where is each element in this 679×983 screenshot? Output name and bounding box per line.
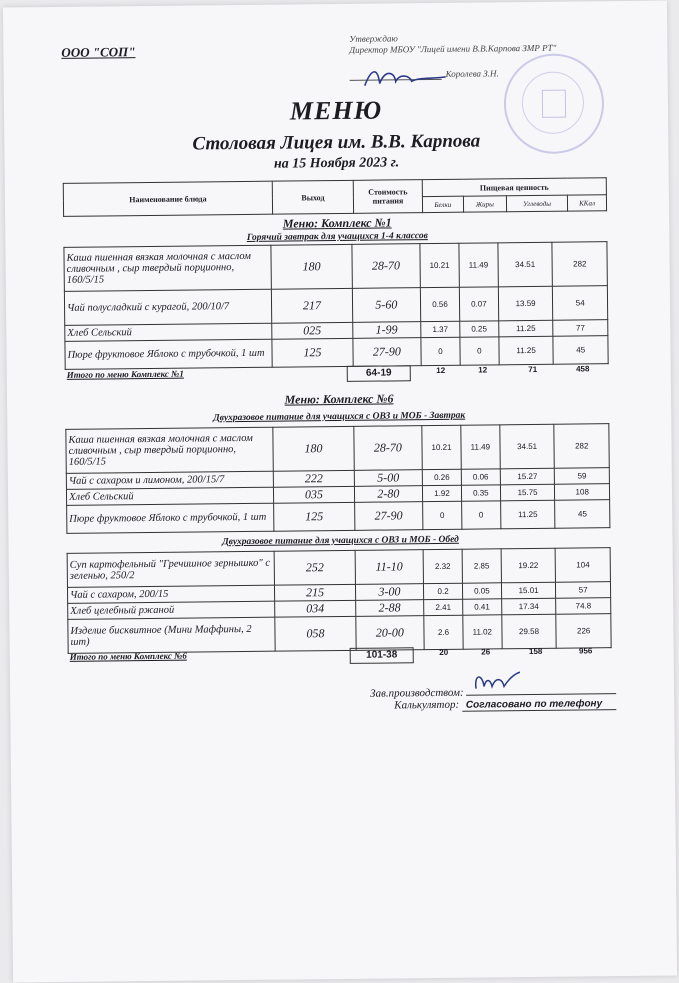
- menu1-title: Меню: Комплекс №1: [282, 215, 392, 231]
- production-label: Зав.производством:: [370, 686, 464, 700]
- col-proteins: Белки: [422, 197, 463, 213]
- menu6-total-label: Итого по меню Комплекс №6: [69, 650, 187, 662]
- menu1-total-kcal: 458: [575, 364, 590, 374]
- dish-proteins: 0.2: [424, 583, 463, 599]
- menu6-lunch-title: Двухразовое питание для учащихся с ОВЗ и МОБ - Обед: [222, 534, 459, 548]
- menu1-table: [63, 241, 608, 370]
- dish-yield: 252: [274, 550, 355, 585]
- dish-yield: 222: [274, 470, 355, 487]
- dish-proteins: 0.56: [420, 287, 459, 321]
- dish-fats: 0.05: [462, 583, 501, 599]
- dish-kcal: 45: [555, 500, 610, 529]
- dish-yield: 025: [272, 322, 352, 339]
- dish-carbs: 15.27: [500, 468, 555, 485]
- dish-price: 2-80: [354, 486, 423, 503]
- calculator-value: Согласовано по телефону: [462, 698, 616, 712]
- dish-name: Чай с сахаром и лимоном, 200/15/7: [66, 471, 273, 489]
- dish-proteins: 10.21: [422, 425, 461, 469]
- dish-name: Каша пшенная вязкая молочная с маслом сливочным , сыр твердый порционно, 160/5/15: [66, 427, 274, 473]
- dish-proteins: 0: [423, 501, 462, 529]
- col-nutrition: Пищевая ценность: [422, 178, 606, 197]
- dish-kcal: 74.8: [556, 598, 611, 615]
- menu1-total-proteins: 12: [436, 365, 446, 375]
- dish-fats: 0.35: [461, 485, 500, 501]
- menu-document: [3, 1, 677, 983]
- dish-kcal: 57: [556, 582, 611, 599]
- dish-carbs: 34.51: [500, 424, 555, 469]
- dish-fats: 0: [461, 501, 500, 529]
- dish-carbs: 13.59: [498, 286, 553, 321]
- dish-carbs: 15.75: [500, 484, 555, 501]
- dish-proteins: 2.6: [424, 615, 463, 649]
- col-cost: Стоимость питания: [353, 180, 422, 214]
- production-sign-row: [370, 677, 616, 700]
- menu1-total-fats: 12: [478, 365, 488, 375]
- dish-name: Хлеб целебный ржаной: [68, 601, 276, 619]
- menu6-total-proteins: 20: [439, 647, 449, 657]
- dish-yield: 034: [275, 600, 355, 617]
- dish-yield: 215: [275, 584, 355, 601]
- dish-price: 28-70: [353, 426, 422, 471]
- dish-price: 27-90: [354, 502, 423, 531]
- page-subtitle: Столовая Лицея им. В.В. Карпова: [192, 130, 481, 155]
- dish-proteins: 0.26: [422, 469, 461, 485]
- dish-fats: 11.49: [459, 243, 498, 287]
- dish-proteins: 0: [421, 337, 460, 365]
- menu6-total-kcal: 956: [578, 646, 593, 656]
- dish-kcal: 77: [553, 320, 608, 337]
- dish-price: 11-10: [355, 550, 424, 585]
- col-yield: Выход: [272, 180, 353, 214]
- dish-fats: 11.02: [463, 615, 502, 649]
- dish-price: 20-00: [355, 616, 424, 651]
- dish-name: Пюре фруктовое Яблоко с трубочкой, 1 шт: [65, 339, 273, 369]
- dish-fats: 2.85: [462, 549, 501, 583]
- dish-name: Чай с сахаром, 200/15: [67, 585, 275, 603]
- dish-name: Суп картофельный "Гречишное зернышко" с зеленью, 250/2: [67, 551, 275, 587]
- dish-yield: 035: [274, 486, 355, 503]
- dish-carbs: 11.25: [498, 320, 553, 337]
- dish-carbs: 19.22: [501, 548, 556, 583]
- dish-proteins: 10.21: [420, 243, 459, 287]
- dish-carbs: 17.34: [501, 598, 556, 615]
- dish-proteins: 1.92: [423, 485, 462, 501]
- dish-name: Каша пшенная вязкая молочная с маслом сливочным , сыр твердый порционно, 160/5/15: [64, 245, 272, 291]
- menu1-total-sum: 64-19: [347, 365, 411, 382]
- production-signature: [470, 668, 530, 695]
- menu6-total-sum: 101-38: [350, 647, 414, 664]
- dish-kcal: 104: [555, 548, 610, 583]
- dish-kcal: 282: [552, 242, 607, 287]
- dish-fats: 0.25: [460, 321, 499, 337]
- col-name: Наименование блюда: [63, 181, 272, 216]
- dish-price: 28-70: [352, 244, 421, 289]
- col-fats: Жиры: [463, 196, 506, 212]
- dish-price: 5-60: [352, 288, 421, 323]
- dish-price: 27-90: [353, 338, 422, 367]
- menu6-total-fats: 26: [481, 647, 491, 657]
- page-title: МЕНЮ: [289, 95, 383, 126]
- col-kcal: ККал: [568, 195, 607, 211]
- menu6-total-carbs: 158: [528, 646, 543, 657]
- dish-fats: 11.49: [461, 425, 500, 469]
- dish-kcal: 226: [556, 614, 611, 649]
- dish-carbs: 29.58: [502, 614, 557, 649]
- menu-row: [67, 500, 610, 534]
- menu6-breakfast-title: Двухразовое питание для учащихся с ОВЗ и МОБ - Завтрак: [213, 410, 466, 424]
- organization-name: ООО "СОП": [61, 44, 136, 60]
- dish-name: Хлеб Сельский: [66, 487, 273, 505]
- approver-name: Королева З.Н.: [445, 68, 499, 79]
- dish-kcal: 45: [553, 336, 608, 365]
- dish-fats: 0: [460, 337, 499, 365]
- menu1-meal-title: Горячий завтрак для учащихся 1-4 классов: [246, 231, 428, 243]
- dish-proteins: 2.32: [423, 549, 462, 583]
- dish-yield: 058: [275, 616, 356, 651]
- dish-name: Чай полусладкий с курагой, 200/10/7: [64, 289, 272, 325]
- dish-name: Хлеб Сельский: [65, 323, 272, 341]
- menu6-title: Меню: Комплекс №6: [284, 391, 394, 407]
- dish-price: 2-88: [355, 600, 424, 617]
- approve-position: Директор МБОУ "Лицей имени В.В.Карпова ЗМР РТ": [349, 42, 557, 55]
- menu-row: [64, 242, 607, 292]
- dish-yield: 217: [272, 288, 353, 323]
- dish-fats: 0.07: [459, 287, 498, 321]
- dish-kcal: 59: [555, 468, 610, 485]
- dish-price: 1-99: [352, 322, 421, 339]
- production-signature-line: [466, 677, 616, 696]
- dish-name: Пюре фруктовое Яблоко с трубочкой, 1 шт: [67, 503, 275, 533]
- approve-label: Утверждаю: [349, 33, 398, 44]
- dish-fats: 0.41: [463, 599, 502, 615]
- menu6-breakfast-table: [65, 423, 610, 534]
- column-header-table: [63, 177, 607, 217]
- dish-price: 3-00: [355, 584, 424, 601]
- dish-kcal: 54: [553, 286, 608, 321]
- menu-date: на 15 Ноября 2023 г.: [273, 155, 400, 172]
- dish-carbs: 11.25: [499, 336, 554, 365]
- menu-row: [66, 424, 609, 474]
- dish-carbs: 34.51: [498, 242, 553, 287]
- dish-name: Изделие бисквитное (Мини Маффины, 2 шт): [68, 617, 276, 653]
- director-signature: [360, 63, 450, 94]
- dish-yield: 125: [274, 502, 355, 531]
- dish-fats: 0.06: [461, 469, 500, 485]
- dish-yield: 125: [272, 338, 353, 367]
- calculator-row: [394, 697, 616, 712]
- dish-yield: 180: [273, 426, 354, 471]
- dish-price: 5-00: [354, 470, 423, 487]
- dish-carbs: 15.01: [501, 582, 556, 599]
- dish-proteins: 1.37: [421, 321, 460, 337]
- calculator-label: Калькулятор:: [394, 698, 460, 712]
- dish-kcal: 108: [555, 484, 610, 501]
- col-carbs: Углеводы: [506, 195, 568, 211]
- menu-row: [64, 286, 607, 326]
- menu-row: [67, 548, 610, 588]
- dish-carbs: 11.25: [500, 500, 555, 529]
- menu1-total-label: Итого по меню Комплекс №1: [66, 368, 184, 380]
- menu1-total-carbs: 71: [528, 364, 538, 375]
- dish-yield: 180: [271, 244, 352, 289]
- dish-proteins: 2.41: [424, 599, 463, 615]
- dish-kcal: 282: [554, 424, 609, 469]
